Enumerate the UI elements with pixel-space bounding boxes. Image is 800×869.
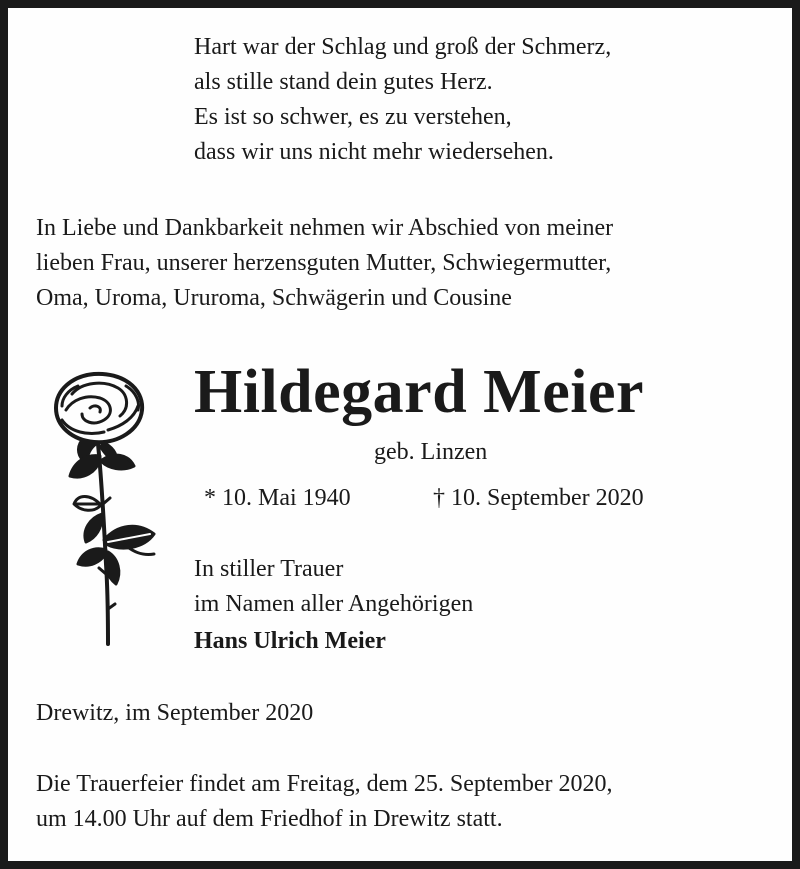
intro-text [36, 211, 613, 316]
poem-line: als stille stand dein gutes Herz. [194, 69, 493, 95]
intro-line: In Liebe und Dankbarkeit nehmen wir Abschied von meiner [36, 215, 614, 241]
funeral-info [36, 767, 613, 837]
signer-name: Hans Ulrich Meier [194, 628, 386, 654]
mourning-line: In stiller Trauer [194, 556, 344, 582]
poem-line: Es ist so schwer, es zu verstehen, [194, 104, 512, 130]
birth-date: * 10. Mai 1940 [204, 485, 351, 511]
place-date: Drewitz, im September 2020 [36, 700, 314, 726]
deceased-name: Hildegard Meier [194, 358, 644, 426]
intro-line: Oma, Uroma, Ururoma, Schwägerin und Cousine [36, 285, 512, 311]
poem-line: dass wir uns nicht mehr wiedersehen. [194, 139, 554, 165]
poem-line: Hart war der Schlag und groß der Schmerz, [194, 34, 612, 60]
funeral-line: um 14.00 Uhr auf dem Friedhof in Drewitz statt. [36, 806, 503, 832]
death-date: † 10. September 2020 [433, 485, 644, 511]
funeral-line: Die Trauerfeier findet am Freitag, dem 25. September 2020, [36, 771, 613, 797]
mourning-text [194, 552, 473, 622]
intro-line: lieben Frau, unserer herzensguten Mutter, Schwiegermutter, [36, 250, 612, 276]
maiden-name: geb. Linzen [374, 439, 488, 465]
rose-icon [42, 364, 172, 654]
mourning-line: im Namen aller Angehörigen [194, 591, 474, 617]
poem [194, 30, 611, 170]
